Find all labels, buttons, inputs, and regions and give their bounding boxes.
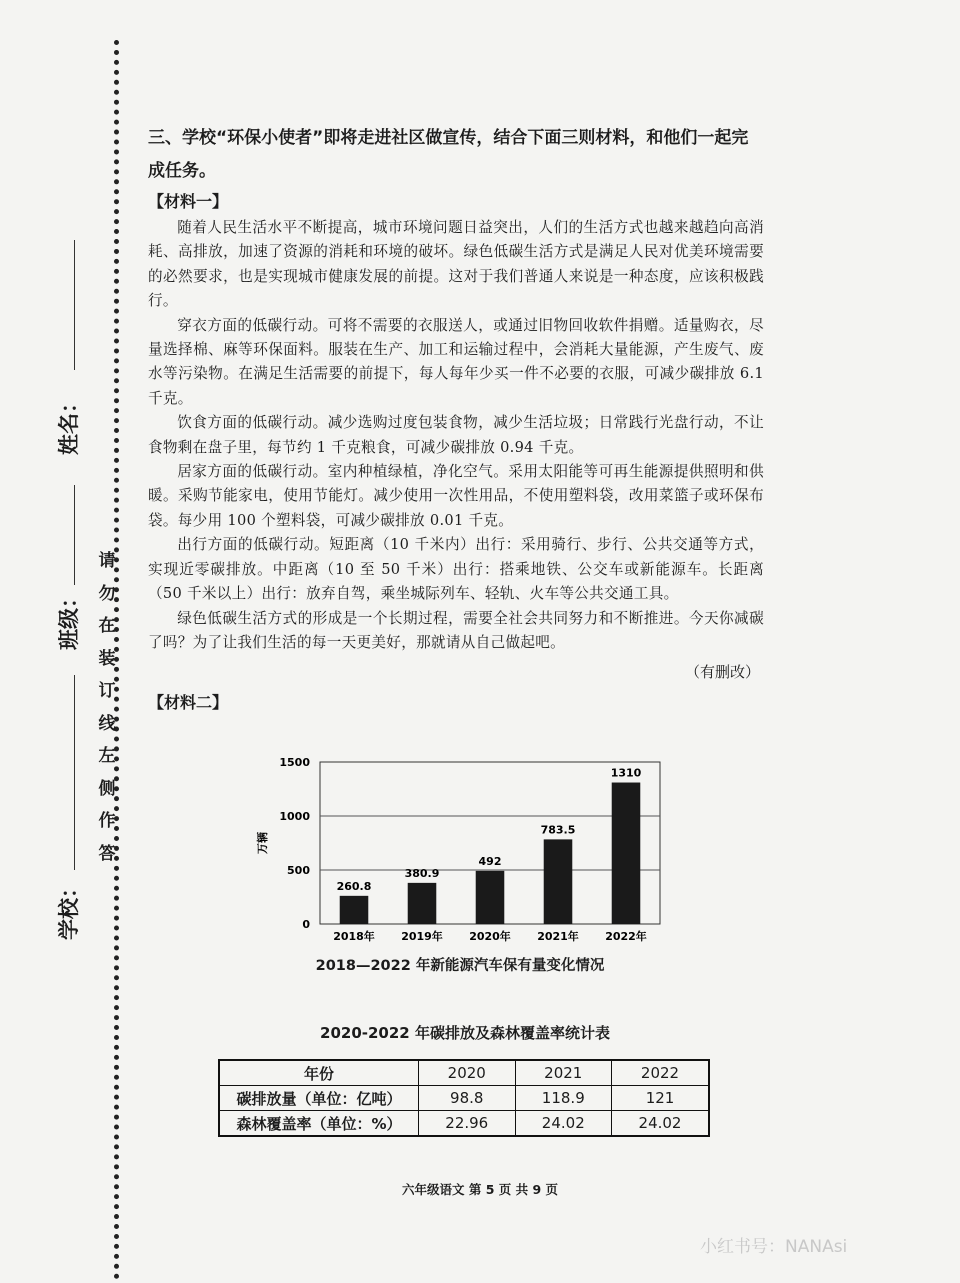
bar — [612, 783, 641, 924]
table-header-cell: 年份 — [219, 1060, 419, 1086]
watermark: 小红书号：NANAsi — [700, 1237, 848, 1257]
table-header-cell: 2022 — [612, 1060, 709, 1086]
edited-note: （有删改） — [684, 663, 760, 682]
binding-warning: 请勿在装订线左侧作答 — [98, 551, 116, 864]
material1-paragraph: 居家方面的低碳行动。室内种植绿植，净化空气。采用太阳能等可再生能源提供照明和供暖。采购节能家电，使用节能灯。减少使用一次性用品，不使用塑料袋，改用菜篮子或环保布袋。每少用 100 个塑料袋，可减少碳排放 0.01 千克。 — [148, 463, 764, 529]
stats-table — [218, 1059, 710, 1137]
material2-heading: 【材料二】 — [148, 693, 229, 713]
table-cell: 24.02 — [612, 1111, 709, 1137]
school-label: 学校： — [57, 877, 81, 940]
y-axis-label: 万辆 — [256, 832, 269, 854]
table-row-label: 碳排放量（单位：亿吨） — [219, 1086, 419, 1111]
bar-value-label: 492 — [478, 854, 502, 868]
table-cell: 118.9 — [515, 1086, 612, 1111]
material1-heading: 【材料一】 — [148, 192, 229, 211]
table-cell: 98.8 — [419, 1086, 516, 1111]
page-footer: 六年级语文 第 5 页 共 9 页 — [401, 1182, 558, 1197]
table-row — [219, 1111, 709, 1137]
bar-value-label: 380.9 — [404, 866, 440, 880]
table-header-cell: 2020 — [419, 1060, 516, 1086]
bar-value-label: 783.5 — [540, 823, 576, 837]
bar-value-label: 260.8 — [336, 879, 372, 893]
table-row-label: 森林覆盖率（单位：%） — [219, 1111, 419, 1137]
material1-paragraph: 饮食方面的低碳行动。减少选购过度包装食物，减少生活垃圾；日常践行光盘行动，不让食物剩在盘子里，每节约 1 千克粮食，可减少碳排放 0.94 千克。 — [148, 414, 764, 456]
main-content — [148, 122, 764, 717]
table-header-row — [219, 1060, 709, 1086]
y-tick-label: 1000 — [279, 810, 310, 823]
class-label: 班级： — [57, 587, 81, 650]
chart-title: 2018—2022 年新能源汽车保有量变化情况 — [315, 958, 605, 974]
x-tick-label: 2021年 — [537, 930, 579, 943]
y-tick-label: 1500 — [279, 756, 310, 769]
material1-paragraph: 穿衣方面的低碳行动。可将不需要的衣服送人，或通过旧物回收软件捐赠。适量购衣，尽量选择棉、麻等环保面料。服装在生产、加工和运输过程中，会消耗大量能源，产生废气、废水等污染物。在满足生活需要的前提下，每人每年少买一件不必要的衣服，可减少碳排放 6.1 千克。 — [148, 316, 764, 407]
x-tick-label: 2018年 — [333, 930, 375, 943]
material1-paragraph: 随着人民生活水平不断提高，城市环境问题日益突出，人们的生活方式也越来越趋向高消耗、高排放，加速了资源的消耗和环境的破坏。绿色低碳生活方式是满足人民对优美环境需要的必然要求，也是实现城市健康发展的前提。这对于我们普通人来说是一种态度，应该积极践行。 — [148, 219, 764, 310]
bar — [544, 839, 573, 924]
class-underline — [74, 485, 75, 585]
name-label: 姓名： — [57, 392, 81, 455]
y-tick-label: 0 — [302, 918, 310, 931]
bar — [408, 883, 437, 924]
table-header-cell: 2021 — [515, 1060, 612, 1086]
x-tick-label: 2020年 — [469, 930, 511, 943]
question-title: 三、学校“环保小使者”即将走进社区做宣传，结合下面三则材料，和他们一起完成任务。 — [148, 128, 749, 181]
name-underline — [74, 240, 75, 370]
table-title: 2020-2022 年碳排放及森林覆盖率统计表 — [320, 1024, 610, 1042]
table-row — [219, 1086, 709, 1111]
school-underline — [74, 675, 75, 870]
x-tick-label: 2022年 — [605, 930, 647, 943]
ev-bar-chart — [250, 752, 670, 982]
bar — [340, 896, 369, 924]
table-cell: 121 — [612, 1086, 709, 1111]
material1-paragraph: 绿色低碳生活方式的形成是一个长期过程，需要全社会共同努力和不断推进。今天你减碳了吗？为了让我们生活的每一天更美好，那就请从自己做起吧。 — [148, 609, 764, 651]
table-cell: 24.02 — [515, 1111, 612, 1137]
material1-paragraph: 出行方面的低碳行动。短距离（10 千米内）出行：采用骑行、步行、公共交通等方式，实现近零碳排放。中距离（10 至 50 千米）出行：搭乘地铁、公交车或新能源车。长距离（50 千米以上）出行：放弃自驾，乘坐城际列车、轻轨、火车等公共交通工具。 — [148, 536, 764, 603]
x-tick-label: 2019年 — [401, 930, 443, 943]
table-cell: 22.96 — [419, 1111, 516, 1137]
bar — [476, 871, 505, 924]
bar-value-label: 1310 — [610, 766, 642, 780]
y-tick-label: 500 — [287, 864, 310, 877]
chart-svg — [250, 752, 670, 982]
